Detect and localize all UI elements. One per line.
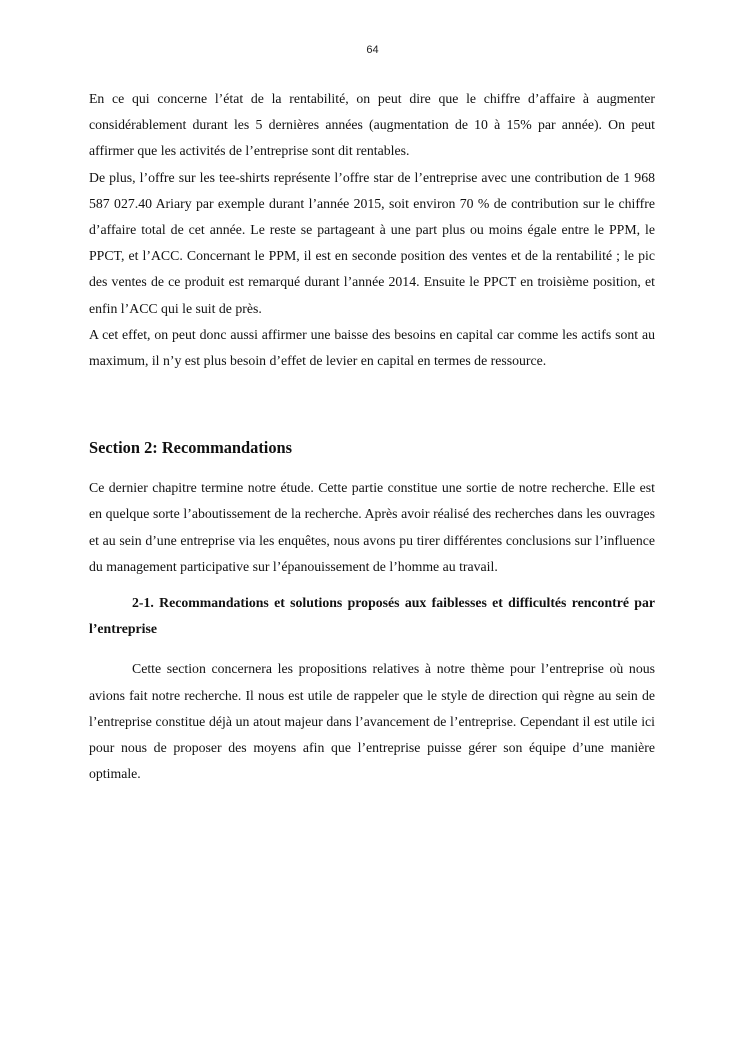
section-spacer xyxy=(89,374,655,437)
page-content xyxy=(89,86,655,787)
subsection-text-spacer xyxy=(89,642,655,656)
subsection-spacer xyxy=(89,580,655,590)
paragraph-subsection-text: Cette section concernera les propositions relatives à notre thème pour l’entreprise où nous avions fait notre recherche. Il nous est utile de rappeler que le style de direction qui règne au sein de l’entreprise constitue déjà un atout majeur dans l’avancement de l’entreprise. Cependant il est utile ici pour nous de proposer des moyens afin que l’entreprise puisse gérer son équipe d’une manière optimale. xyxy=(89,661,655,782)
section-2-heading: Section 2: Recommandations xyxy=(89,438,293,458)
paragraph-offre-tee-shirts: De plus, l’offre sur les tee-shirts représente l’offre star de l’entreprise avec une contribution de 1 968 587 027.40 Ariary par exemple durant l’année 2015, soit environ 70 % de contribution sur le chiffre d’affaire total de cet année. Le reste se partageant à une part plus ou moins égale entre le PPM, le PPCT, et l’ACC. Concernant le PPM, il est en seconde position des ventes et de la rentabilité ; le pic des ventes de ce produit est remarqué durant l’année 2014. Ensuite le PPCT en troisième position, et enfin l’ACC qui le suit de près. xyxy=(89,169,655,316)
subsection-2-1-heading: 2-1. Recommandations et solutions proposés aux faiblesses et difficultés rencontré par l’entreprise xyxy=(89,595,655,637)
paragraph-section-intro: Ce dernier chapitre termine notre étude. Cette partie constitue une sortie de notre recherche. Elle est en quelque sorte l’aboutissement de la recherche. Après avoir réalisé des recherches dans les ouvrages et au sein d’une entreprise via les enquêtes, nous avons pu tirer différentes conclusions sur l’influence du management participative sur l’épanouissement de l’homme au travail. xyxy=(89,480,655,574)
paragraph-rentabilite: En ce qui concerne l’état de la rentabilité, on peut dire que le chiffre d’affaire à augmenter considérablement durant les 5 dernières années (augmentation de 10 à 15% par année). On peut affirmer que les activités de l’entreprise sont dit rentables. xyxy=(89,91,655,159)
paragraph-besoins-capital: A cet effet, on peut donc aussi affirmer une baisse des besoins en capital car comme les actifs sont au maximum, il n’y est plus besoin d’effet de levier en capital en termes de ressource. xyxy=(89,326,655,369)
heading-spacer xyxy=(89,459,655,475)
page-number: 64 xyxy=(366,44,379,56)
